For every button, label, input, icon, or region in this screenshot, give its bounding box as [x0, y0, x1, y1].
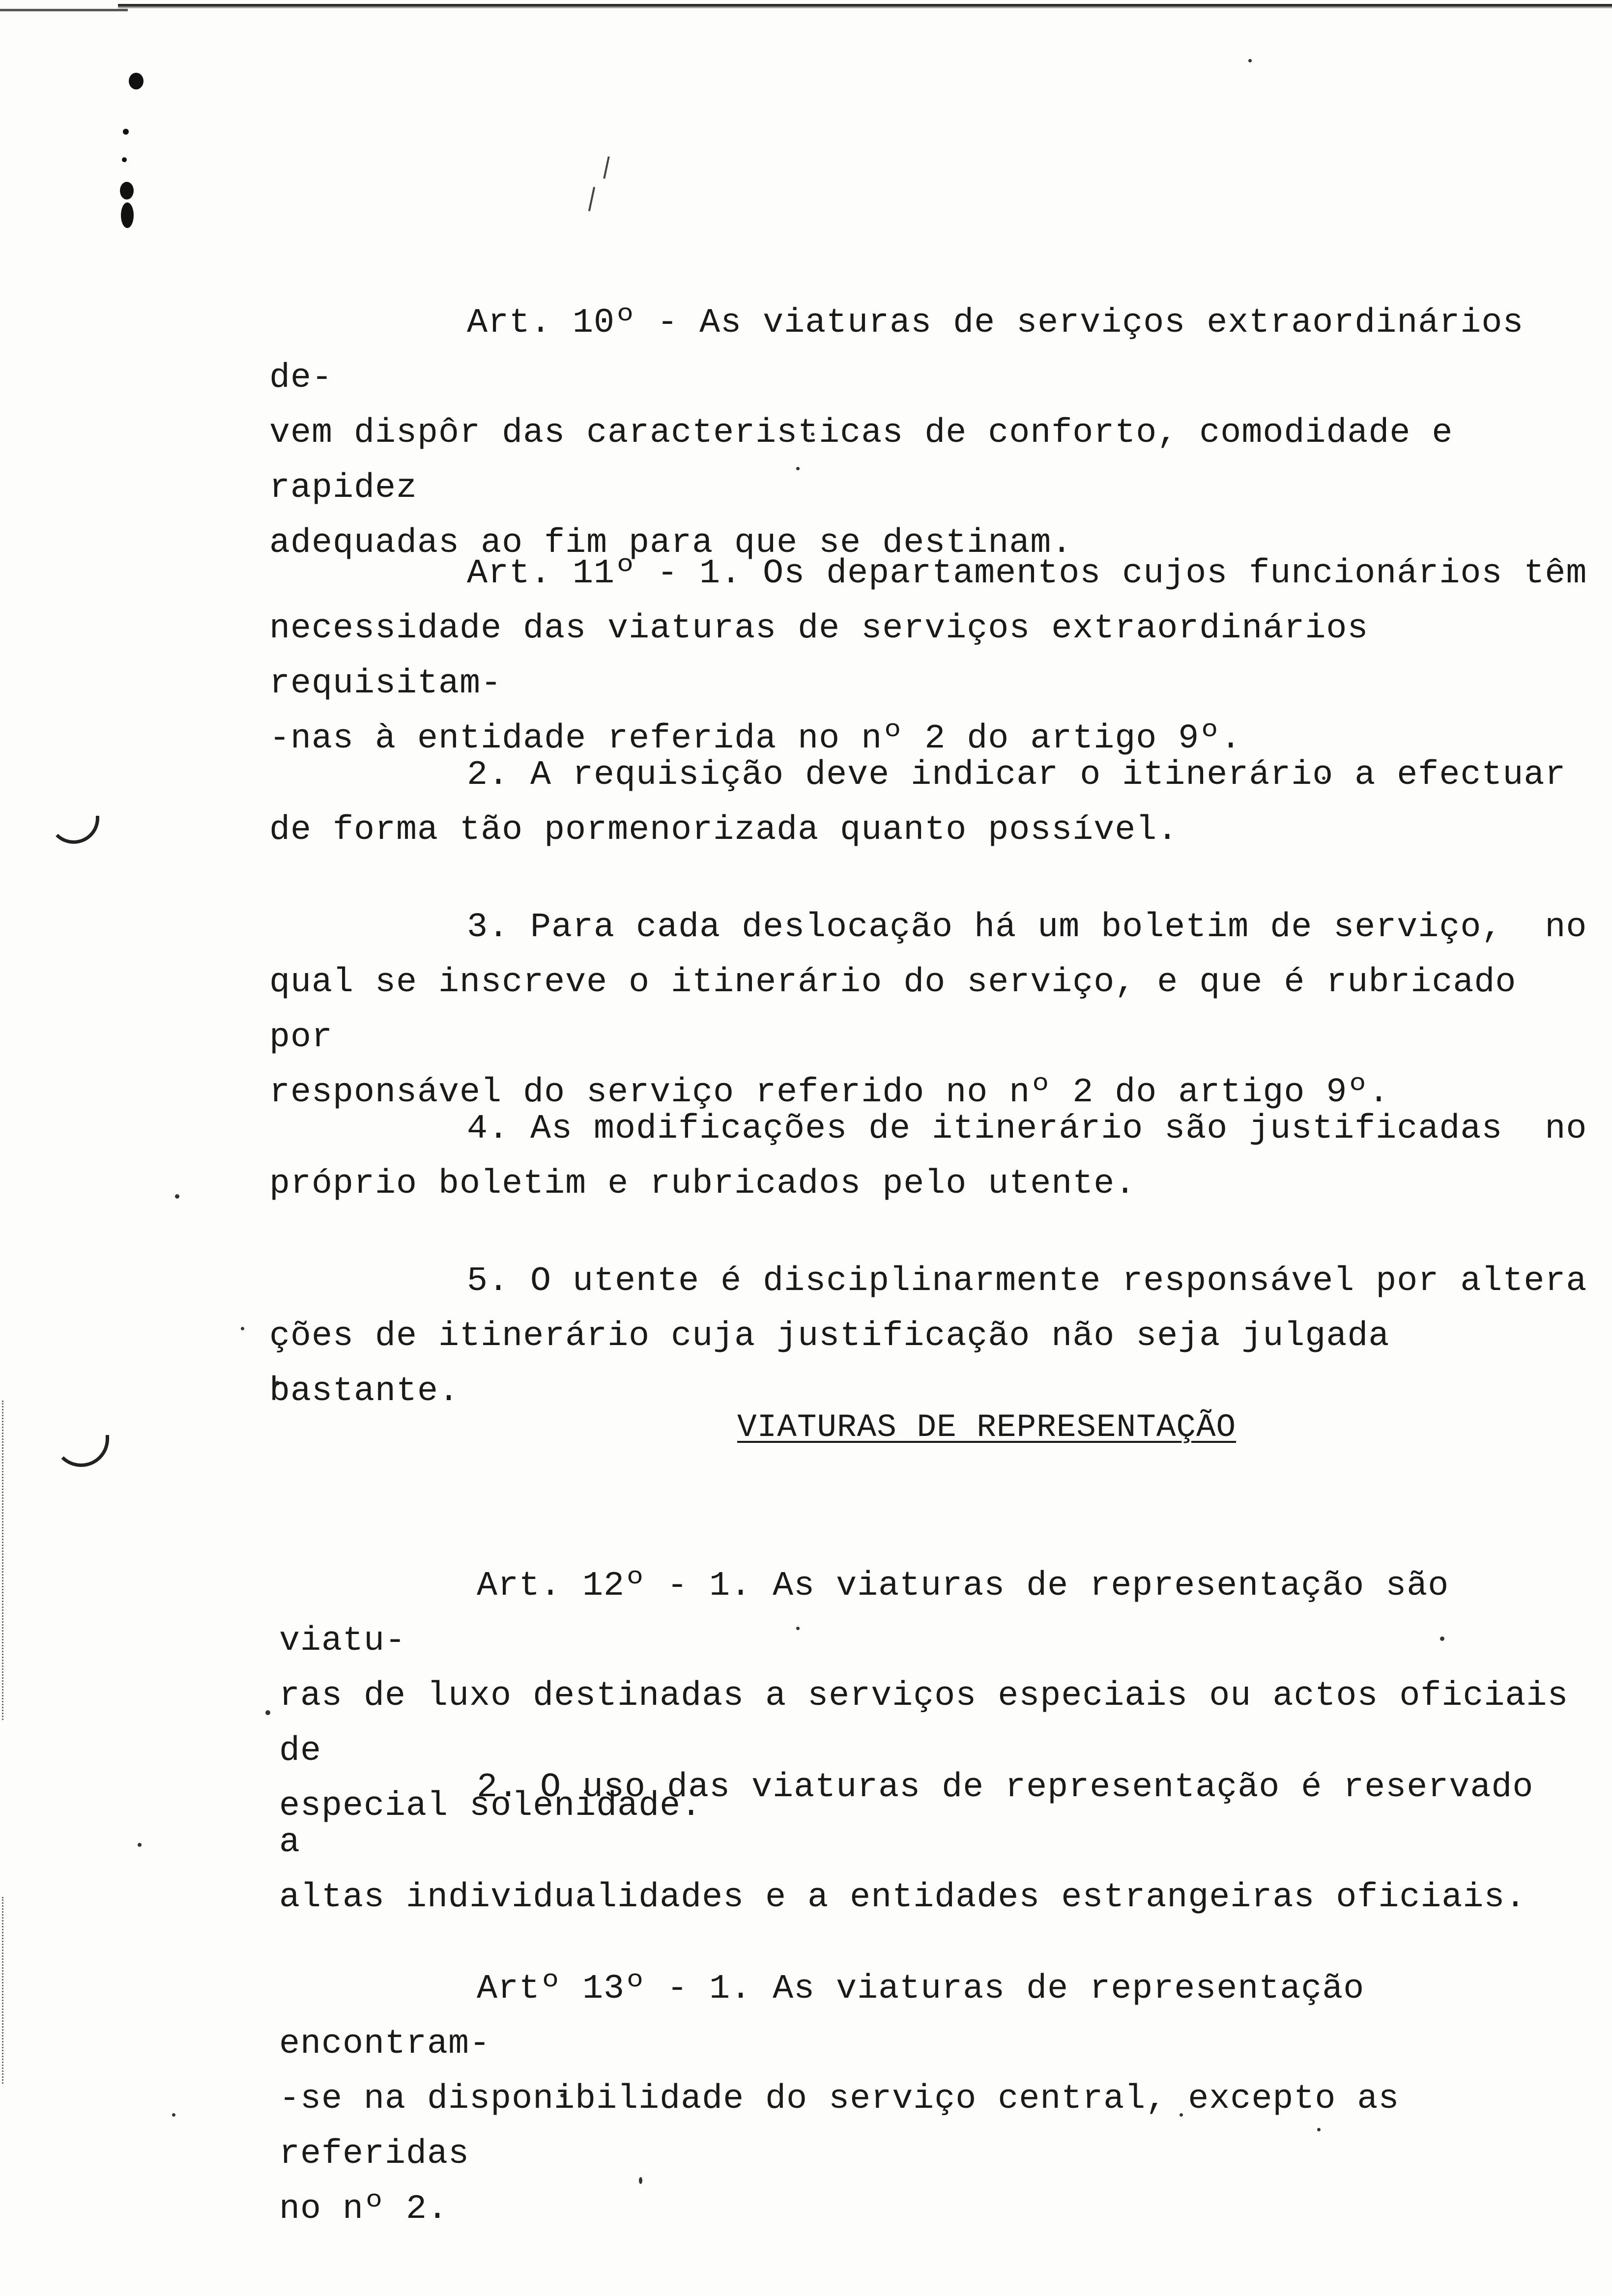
- top-edge-rule: [118, 4, 1612, 9]
- article-line: de forma tão pormenorizada quanto possível.: [269, 811, 1179, 850]
- scan-speck: [1248, 59, 1252, 62]
- article-line: Art. 10º - As viaturas de serviços extraordinários de-: [269, 304, 1545, 398]
- scan-speck: [241, 1327, 244, 1330]
- article-line: Art. 12º - 1. As viaturas de representação são viatu-: [279, 1567, 1470, 1661]
- top-edge-rule-left: [0, 9, 128, 11]
- article-11-paragraph-4: [269, 1047, 1596, 1212]
- scan-speck: [172, 2113, 175, 2117]
- article-line: no nº 2.: [279, 2190, 449, 2229]
- article-line: próprio boletim e rubricados pelo utente.: [269, 1165, 1136, 1204]
- section-heading: VIATURAS DE REPRESENTAÇÃO: [737, 1409, 1237, 1446]
- scan-speck: [138, 1843, 142, 1847]
- binder-hole-mark: [123, 129, 129, 135]
- article-11-paragraph-2: [269, 693, 1596, 858]
- article-line: altas individualidades e a entidades estrangeiras oficiais.: [279, 1878, 1526, 1917]
- left-edge-scan-noise: [2, 1897, 5, 2084]
- article-line: adequadas ao fim para que se destinam.: [269, 524, 1073, 563]
- article-line: qual se inscreve o itinerário do serviço, e que é rubricado por: [269, 963, 1559, 1057]
- article-line: especial solenidade.: [279, 1787, 702, 1826]
- article-line: ções de itinerário cuja justificação não seja julgada bastante.: [269, 1317, 1411, 1411]
- binder-hole-mark: [120, 182, 134, 200]
- article-line: responsável do serviço referido no nº 2 do artigo 9º.: [269, 1073, 1390, 1112]
- margin-hook-mark: [53, 1435, 109, 1467]
- margin-hook-mark: [48, 816, 99, 844]
- pen-mark: [588, 187, 595, 211]
- article-line: Artº 13º - 1. As viaturas de representação encontram-: [279, 1970, 1386, 2064]
- binder-hole-mark: [129, 73, 144, 89]
- article-line: Art. 11º - 1. Os departamentos cujos funcionários têm: [467, 554, 1587, 593]
- left-edge-scan-noise: [2, 1401, 5, 1720]
- binder-hole-mark: [121, 202, 134, 228]
- article-line: 2. O uso das viaturas de representação é reservado a: [279, 1768, 1576, 1862]
- article-line: -nas à entidade referida no nº 2 do artigo 9º.: [269, 719, 1242, 758]
- binder-hole-mark: [122, 157, 127, 162]
- article-13-paragraph-1: [279, 1907, 1596, 2237]
- article-line: necessidade das viaturas de serviços extraordinários requisitam-: [269, 609, 1390, 703]
- pen-mark: [603, 156, 609, 179]
- article-line: 3. Para cada deslocação há um boletim de serviço, no: [467, 908, 1587, 947]
- article-line: 5. O utente é disciplinarmente responsável por altera: [467, 1262, 1587, 1301]
- article-11-paragraph-5: [269, 1199, 1596, 1419]
- article-line: 2. A requisição deve indicar o itinerário a efectuar: [467, 756, 1566, 795]
- article-line: 4. As modificações de itinerário são justificadas no: [467, 1110, 1587, 1148]
- scan-speck: [175, 1194, 179, 1199]
- article-line: -se na disponibilidade do serviço central, excepto as referidas: [279, 2080, 1421, 2174]
- article-12-paragraph-2: [279, 1705, 1596, 1925]
- article-line: vem dispôr das caracteristicas de conforto, comodidade e rapidez: [269, 414, 1474, 508]
- article-line: ras de luxo destinadas a serviços especiais ou actos oficiais de: [279, 1677, 1590, 1771]
- scan-speck: [265, 1710, 270, 1715]
